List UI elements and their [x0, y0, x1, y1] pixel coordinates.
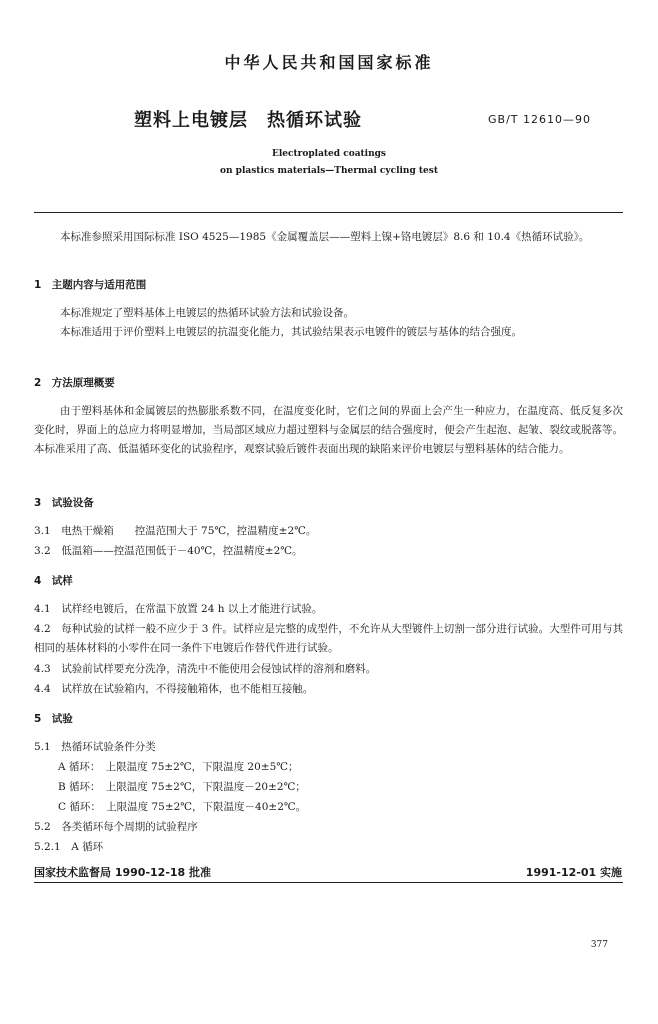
section-4-heading: 4 试样 [34, 575, 73, 587]
section-2-heading: 2 方法原理概要 [34, 377, 115, 389]
section-4-2: 4.2 每种试验的试样一般不应少于 3 件。试样应是完整的成型件，不允许从大型镀件上切割一部分进行试验。大型件可用与其相同的基体材料的小零件在同一条件下电镀后作替代件进行试验。 [34, 623, 623, 654]
section-4-4: 4.4 试样放在试验箱内，不得接触箱体，也不能相互接触。 [34, 683, 314, 695]
implementation-date: 1991-12-01 实施 [525, 866, 622, 879]
standard-code: GB/T 12610—90 [488, 113, 591, 126]
section-3-heading: 3 试验设备 [34, 497, 94, 509]
section-4-1: 4.1 试样经电镀后，在常温下放置 24 h 以上才能进行试验。 [34, 603, 323, 615]
section-3-1: 3.1 电热干燥箱 控温范围大于 75℃，控温精度±2℃。 [34, 525, 317, 537]
standard-title-en-line1: Electroplated coatings [271, 149, 387, 159]
intro-paragraph: 本标准参照采用国际标准 ISO 4525—1985《金属覆盖层——塑料上镍+铬电镀层》8.6 和 10.4《热循环试验》。 [60, 231, 590, 243]
standard-title-en-line2: on plastics materials—Thermal cycling test [220, 166, 438, 176]
section-3-2: 3.2 低温箱——控温范围低于－40℃，控温精度±2℃。 [34, 545, 303, 557]
section-5-1: 5.1 热循环试验条件分类 [34, 741, 156, 753]
national-standard-heading: 中华人民共和国国家标准 [224, 53, 434, 72]
cycle-a-conditions: A 循环： 上限温度 75±2℃，下限温度 20±5℃； [58, 761, 299, 773]
section-1-heading: 1 主题内容与适用范围 [34, 279, 147, 291]
section-2-paragraph-1: 由于塑料基体和金属镀层的热膨胀系数不同，在温度变化时，它们之间的界面上会产生一种应力，在温度高、低反复多次变化时，界面上的总应力将明显增加，当局部区域应力超过塑料与金属层的结合强度时，便会产生起泡、起皱、裂纹或脱落等。本标准采用了高、低温循环变化的试验程序，观察试验后镀件表面出现的缺陷来评价电镀层与塑料基体的结合能力。 [34, 405, 623, 455]
section-5-2: 5.2 各类循环每个周期的试验程序 [34, 821, 198, 833]
footer-divider [34, 882, 623, 883]
cycle-b-conditions: B 循环： 上限温度 75±2℃，下限温度－20±2℃； [58, 781, 306, 793]
section-1-paragraph-2: 本标准适用于评价塑料上电镀层的抗温变化能力，其试验结果表示电镀件的镀层与基体的结合强度。 [60, 326, 522, 338]
section-5-2-1: 5.2.1 A 循环 [34, 841, 104, 853]
approval-date: 国家技术监督局 1990-12-18 批准 [34, 866, 212, 879]
page-number: 377 [590, 940, 608, 950]
section-1-paragraph-1: 本标准规定了塑料基体上电镀层的热循环试验方法和试验设备。 [60, 307, 354, 319]
header-divider [34, 212, 623, 213]
standard-title-cn: 塑料上电镀层 热循环试验 [134, 110, 362, 131]
section-4-3: 4.3 试验前试样要充分洗净，清洗中不能使用会侵蚀试样的溶剂和磨料。 [34, 663, 377, 675]
section-5-heading: 5 试验 [34, 713, 73, 725]
cycle-c-conditions: C 循环： 上限温度 75±2℃，下限温度－40±2℃。 [58, 801, 307, 813]
